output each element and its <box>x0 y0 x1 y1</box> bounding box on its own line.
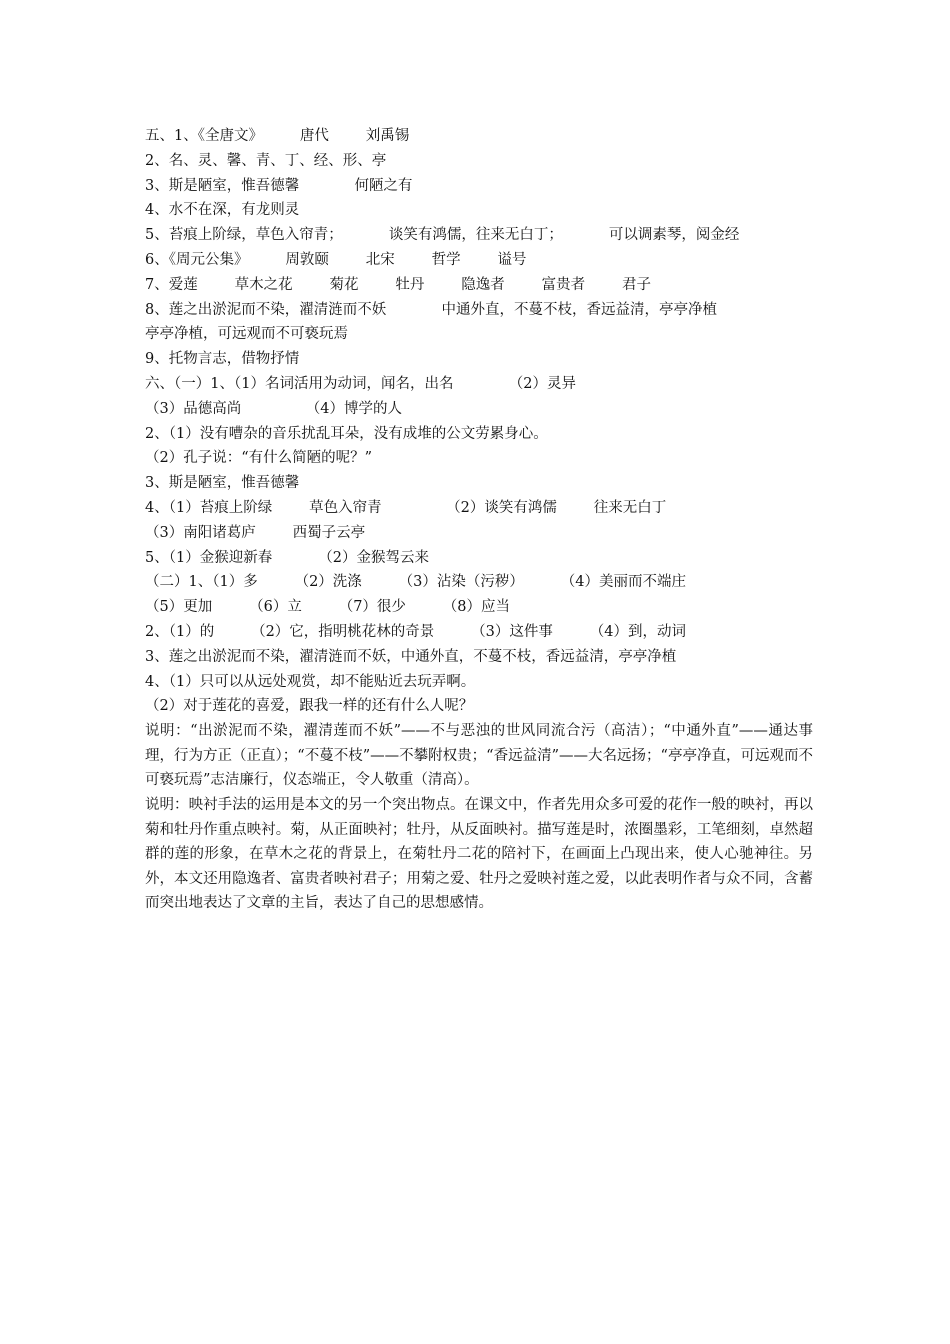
answer-line: （5）更加 （6）立 （7）很少 （8）应当 <box>145 599 511 616</box>
answer-line: 六、（一）1、（1）名词活用为动词，闻名，出名 （2）灵异 <box>145 375 576 392</box>
answer-line: 6、《周元公集》 周敦颐 北宋 哲学 谥号 <box>145 251 527 268</box>
answer-key-content <box>145 124 813 916</box>
answer-line: 3、斯是陋室，惟吾德馨 <box>145 475 300 492</box>
answer-line: 2、名、灵、馨、青、丁、经、形、亭 <box>145 152 387 169</box>
explanation-paragraph: 说明：“出淤泥而不染，濯清莲而不妖”——不与恶浊的世风同流合污（高洁）；“中通外直”——通达事理，行为方正（正直）；“不蔓不枝”——不攀附权贵；“香远益清”——大名远扬；“亭亭净直，可远观而不可亵玩焉”志洁廉行，仪态端正，令人敬重（清高）。 <box>145 723 813 789</box>
answer-line: （3）品德高尚 （4）博学的人 <box>145 400 402 417</box>
answer-line: （2）孔子说：“有什么简陋的呢？” <box>145 450 373 467</box>
answer-line: 2、（1）没有嘈杂的音乐扰乱耳朵，没有成堆的公文劳累身心。 <box>145 425 548 442</box>
answer-line: （二）1、（1）多 （2）洗涤 （3）沾染（污秽） （4）美丽而不端庄 <box>145 574 686 591</box>
answer-line: 五、1、《全唐文》 唐代 刘禹锡 <box>145 128 410 144</box>
answer-line: 5、（1）金猴迎新春 （2）金猴驾云来 <box>145 549 430 566</box>
answer-line: 亭亭净植，可远观而不可亵玩焉 <box>145 326 348 343</box>
answer-line: （2）对于莲花的喜爱，跟我一样的还有什么人呢？ <box>145 698 474 715</box>
answer-line: 5、苔痕上阶绿，草色入帘青； 谈笑有鸿儒，往来无白丁； 可以调素琴，阅金经 <box>145 227 740 244</box>
explanation-paragraph: 说明：映衬手法的运用是本文的另一个突出物点。在课文中，作者先用众多可爱的花作一般的映衬，再以菊和牡丹作重点映衬。菊，从正面映衬；牡丹，从反面映衬。描写莲是时，浓圈墨彩，工笔细刻，卓然超群的莲的形象，在草木之花的背景上，在菊牡丹二花的陪衬下，在画面上凸现出来，使人心驰神往。另外，本文还用隐逸者、富贵者映衬君子；用菊之爱、牡丹之爱映衬莲之爱，以此表明作者与众不同，含蓄而突出地表达了文章的主旨，表达了自己的思想感情。 <box>145 796 813 912</box>
answer-line: 4、水不在深，有龙则灵 <box>145 202 300 219</box>
answer-line: 4、（1）苔痕上阶绿 草色入帘青 （2）谈笑有鸿儒 往来无白丁 <box>145 499 667 516</box>
answer-line: （3）南阳诸葛庐 西蜀子云亭 <box>145 524 366 541</box>
answer-line: 8、莲之出淤泥而不染，濯清涟而不妖 中通外直，不蔓不枝，香远益清，亭亭净植 <box>145 301 718 318</box>
answer-line: 3、莲之出淤泥而不染，濯清涟而不妖，中通外直，不蔓不枝，香远益清，亭亭净植 <box>145 648 677 665</box>
answer-line: 4、（1）只可以从远处观赏，却不能贴近去玩弄啊。 <box>145 673 476 690</box>
answer-line: 9、托物言志，借物抒情 <box>145 351 300 368</box>
answer-line: 2、（1）的 （2）它，指明桃花林的奇景 （3）这件事 （4）到，动词 <box>145 623 686 640</box>
answer-line: 7、爱莲 草木之花 菊花 牡丹 隐逸者 富贵者 君子 <box>145 276 651 293</box>
answer-line: 3、斯是陋室，惟吾德馨 何陋之有 <box>145 177 413 194</box>
